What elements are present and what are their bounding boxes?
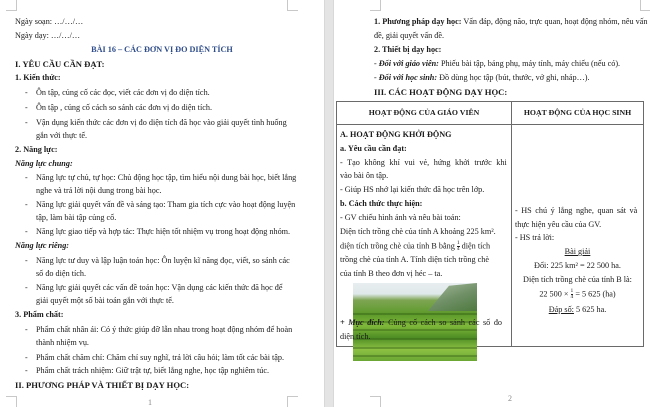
date-prepared: Ngày soạn: …/…/…	[15, 17, 84, 26]
crop-mark	[287, 0, 298, 11]
heading-qualities: 3. Phẩm chất:	[15, 310, 64, 319]
teacher-equipment-line	[374, 59, 620, 69]
answer-label: Đáp số:	[548, 305, 574, 314]
heading-competence: 2. Năng lực:	[15, 145, 58, 154]
problem-line: của tỉnh B theo đơn vị héc – ta.	[340, 269, 443, 278]
problem-text: diện tích	[461, 241, 491, 251]
crop-mark	[370, 396, 381, 407]
calc-text: 22 500 ×	[539, 289, 569, 299]
bullet-dash: -	[25, 366, 28, 375]
bullet-dash: -	[25, 325, 28, 334]
teaching-methods-continued: đề, giải quyết vấn đề.	[374, 31, 445, 40]
lesson-title: BÀI 16 – CÁC ĐƠN VỊ ĐO DIỆN TÍCH	[91, 45, 233, 54]
answer-value: 5 625 ha.	[573, 305, 607, 314]
conversion-line: Đổi: 225 km² = 22 500 ha.	[534, 261, 621, 270]
method-line: - GV chiếu hình ảnh và nêu bài toán:	[340, 213, 461, 222]
bullet-dash: -	[25, 103, 28, 112]
student-equipment-text: Đồ dùng học tập (bút, thước, vở ghi, nháp…).	[437, 73, 590, 82]
header-student-activities: HOẠT ĐỘNG CỦA HỌC SINH	[523, 108, 632, 117]
list-item-continued: số đo diện tích.	[36, 269, 87, 278]
crop-mark	[6, 0, 17, 11]
calc-result: = 5 625 (ha)	[575, 289, 616, 299]
tea-row	[353, 329, 477, 331]
problem-line: Diện tích trồng chè của tỉnh A khoảng 225 km².	[340, 227, 496, 236]
crop-mark	[6, 396, 17, 407]
heading-warmup: A. HOẠT ĐỘNG KHỞI ĐỘNG	[340, 130, 452, 139]
tea-row	[353, 347, 477, 349]
problem-line: trồng chè của tỉnh A. Tính diện tích trồng chè	[340, 255, 490, 264]
document-page-1	[0, 0, 324, 407]
list-item: Phẩm chất trách nhiệm: Giữ trật tự, biết lắng nghe, học tập nghiêm túc.	[36, 366, 270, 375]
fraction-denominator: 4	[456, 246, 460, 252]
purpose-text: Củng cố cách so sánh các số đo	[384, 318, 503, 327]
student-line: thực hiện yêu cầu của GV.	[515, 220, 602, 229]
tea-row	[353, 355, 477, 357]
bullet-dash: -	[25, 200, 28, 209]
document-page-2	[334, 0, 650, 407]
date-taught: Ngày dạy: …/…/…	[15, 31, 81, 40]
purpose-label: + Mục đích:	[340, 318, 385, 327]
page-number: 2	[508, 394, 512, 403]
heading-method: b. Cách thức thực hiện:	[340, 199, 423, 208]
bullet-dash: -	[25, 283, 28, 292]
teaching-methods-label: 1. Phương pháp dạy học:	[374, 17, 462, 26]
activities-table	[336, 101, 644, 347]
page-number: 1	[148, 398, 152, 407]
fraction-denominator: 4	[570, 294, 574, 300]
tea-row	[353, 313, 477, 315]
hill-shape	[407, 283, 477, 311]
heading-general-competence: Năng lực chung:	[15, 159, 73, 168]
bullet-dash: -	[25, 118, 28, 127]
fraction-numerator: 1	[456, 240, 460, 246]
list-item-continued: tập, làm bài tập củng cố.	[36, 213, 117, 222]
calculation-line	[512, 289, 643, 300]
problem-line	[340, 241, 490, 252]
crop-mark	[370, 0, 381, 11]
bullet-dash: -	[25, 88, 28, 97]
list-item-continued: giải quyết một số bài toán gắn với thực tế.	[36, 296, 174, 305]
tea-row	[353, 338, 477, 340]
list-item: Năng lực giao tiếp và hợp tác: Thực hiện tốt nhiệm vụ trong hoạt động nhóm.	[36, 227, 291, 236]
heading-knowledge: 1. Kiến thức:	[15, 73, 61, 82]
list-item: Ôn tập , củng cố cách so sánh các đơn vị đo diện tích.	[36, 103, 212, 112]
bullet-dash: -	[25, 227, 28, 236]
purpose-line	[340, 318, 502, 328]
solution-heading: Bài giải	[564, 247, 591, 256]
bullet-dash: -	[25, 173, 28, 182]
teacher-equipment-label: - Đối với giáo viên:	[374, 59, 439, 68]
list-item: Phẩm chất chăm chỉ: Chăm chỉ suy nghĩ, trả lời câu hỏi; làm tốt các bài tập.	[36, 353, 285, 362]
header-teacher-activities: HOẠT ĐỘNG CỦA GIÁO VIÊN	[368, 108, 480, 117]
crop-mark	[640, 0, 650, 11]
fraction-numerator: 1	[570, 288, 574, 294]
student-line: - HS chú ý lắng nghe, quan sát và	[515, 206, 638, 215]
list-item: Vận dụng kiến thức các đơn vị đo diện tích đã học vào giải quyết tình huống	[36, 118, 287, 127]
list-item: Năng lực giải quyết vấn đề và sáng tạo: Tham gia tích cực vào hoạt động luyện	[36, 200, 296, 209]
table-header-row	[337, 102, 643, 125]
list-item: Phẩm chất nhân ái: Có ý thức giúp đỡ lẫn nhau trong hoạt động nhóm để hoàn	[36, 325, 293, 334]
section-heading-methods: II. PHƯƠNG PHÁP VÀ THIẾT BỊ DẠY HỌC:	[15, 380, 190, 390]
area-line: Diện tích trồng chè của tỉnh B là:	[523, 275, 632, 284]
requirement-line: vào bài ôn tập.	[340, 171, 389, 180]
list-item-continued: thành nhiệm vụ.	[36, 338, 89, 347]
page-gutter	[324, 0, 334, 407]
heading-requirements: a. Yêu cầu cần đạt:	[340, 144, 407, 153]
teaching-methods-line	[374, 17, 647, 27]
purpose-line-continued: diện tích.	[340, 332, 371, 341]
requirement-line: - Tạo không khí vui vẻ, hứng khởi trước khi	[340, 158, 507, 167]
list-item: Năng lực tự chủ, tự học: Chủ động học tập, tìm hiểu nội dung bài học, biết lắng	[36, 173, 297, 182]
fraction-one-quarter	[571, 289, 574, 300]
heading-specific-competence: Năng lực riêng:	[15, 241, 70, 250]
crop-mark	[287, 396, 298, 407]
requirement-line: - Giúp HS nhớ lại kiến thức đã học trên lớp.	[340, 185, 485, 194]
teacher-equipment-text: Phiếu bài tập, bảng phụ, máy tính, máy chiếu (nếu có).	[438, 59, 621, 68]
bullet-dash: -	[25, 353, 28, 362]
section-heading-activities: III. CÁC HOẠT ĐỘNG DẠY HỌC:	[374, 87, 508, 97]
student-line: - HS trả lời:	[515, 233, 555, 242]
list-item: Ôn tập, củng cố các đọc, viết các đơn vị đo diện tích.	[36, 88, 210, 97]
list-item-continued: gắn với thực tế.	[36, 131, 88, 140]
problem-text: diện tích trồng chè của tỉnh B bằng	[340, 241, 455, 251]
teaching-methods-text: Vấn đáp, động não, trực quan, hoạt động nhóm, nêu vấn	[461, 17, 648, 26]
heading-equipment: 2. Thiết bị dạy học:	[374, 45, 442, 54]
list-item: Năng lực giải quyết các vấn đề toán học: Vận dụng các kiến thức đã học để	[36, 283, 283, 292]
answer-line	[512, 305, 643, 315]
fraction-one-quarter	[457, 241, 460, 252]
section-heading-requirements: I. YÊU CẦU CẦN ĐẠT:	[15, 59, 105, 69]
list-item: Năng lực tư duy và lập luận toán học: Ôn luyện kĩ năng đọc, viết, so sánh các	[36, 256, 290, 265]
student-equipment-label: - Đối với học sinh:	[374, 73, 438, 82]
list-item-continued: nghe và trả lời nội dung trong bài học.	[36, 186, 162, 195]
student-equipment-line	[374, 73, 590, 83]
bullet-dash: -	[25, 256, 28, 265]
